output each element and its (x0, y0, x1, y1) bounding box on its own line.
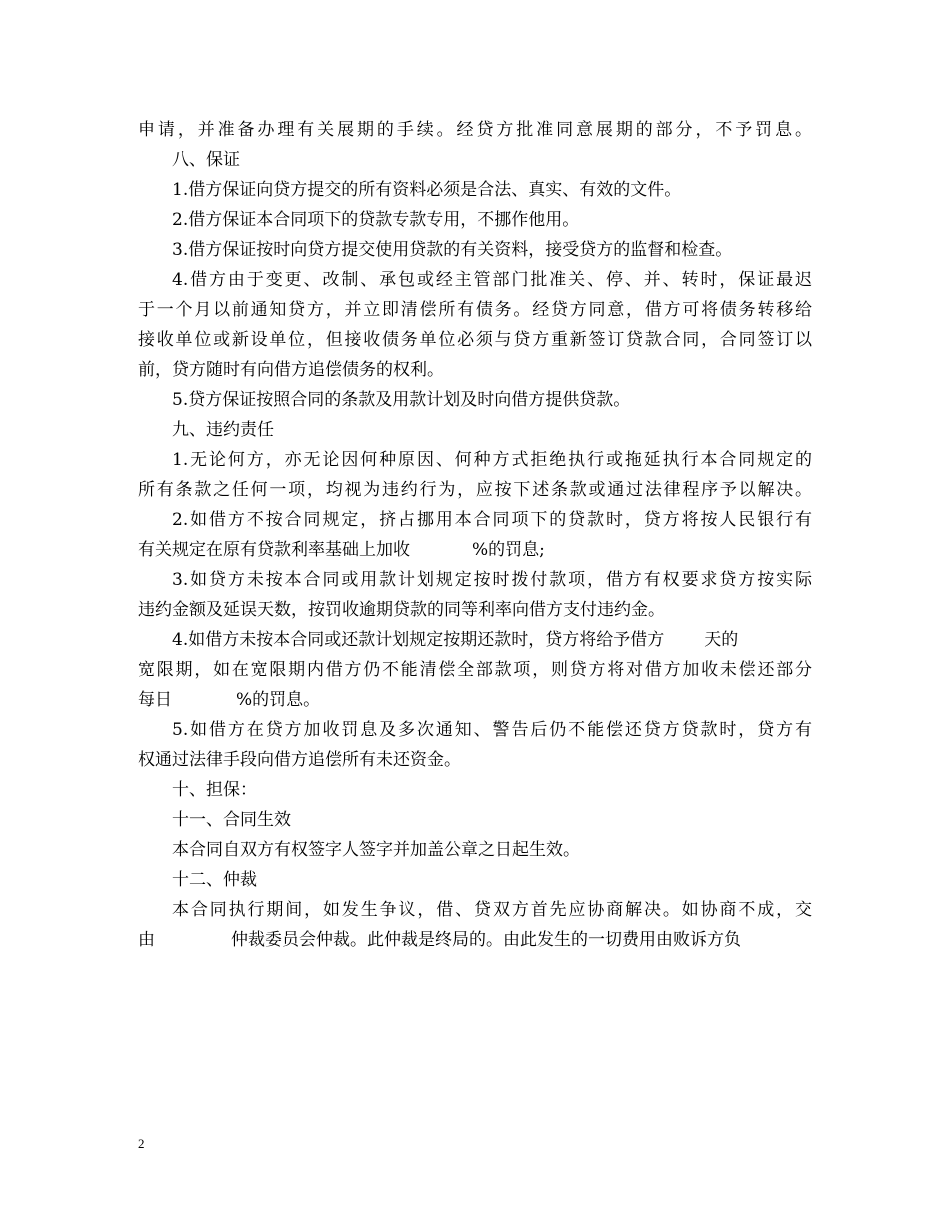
text-segment: 每日 (138, 690, 172, 710)
text-segment: 由 (138, 930, 155, 950)
text-line: 宽限期，如在宽限期内借方仍不能清偿全部款项，则贷方将对借方加收未偿还部分 (138, 660, 812, 680)
text-line: 2.借方保证本合同项下的贷款专款专用，不挪作他用。 (172, 210, 580, 230)
text-segment: 有关规定在原有贷款利率基础上加收 (138, 540, 410, 560)
text-line: 1.借方保证向贷方提交的所有资料必须是合法、真实、有效的文件。 (172, 180, 682, 200)
text-line: 3.如贷方未按本合同或用款计划规定按时拨付款项，借方有权要求贷方按实际 (172, 570, 812, 590)
text-line: 违约金额及延误天数，按罚收逾期贷款的同等利率向借方支付违约金。 (138, 600, 665, 620)
text-segment: 仲裁委员会仲裁。此仲裁是终局的。由此发生的一切费用由败诉方负 (231, 930, 741, 950)
section-heading-arbitration: 十二、仲裁 (172, 870, 257, 890)
text-line: 权通过法律手段向借方追偿所有未还资金。 (138, 750, 461, 770)
text-line-with-blank (138, 535, 812, 565)
text-line: 接收单位或新设单位，但接收债务单位必须与贷方重新签订贷款合同，合同签订以 (138, 330, 812, 350)
text-line: 本合同执行期间，如发生争议，借、贷双方首先应协商解决。如协商不成，交 (172, 900, 812, 920)
text-line: 所有条款之任何一项，均视为违约行为，应按下述条款或通过法律程序予以解决。 (138, 480, 812, 500)
section-heading-guarantee: 八、保证 (172, 150, 240, 170)
document-body (138, 115, 812, 955)
text-line: 3.借方保证按时向贷方提交使用贷款的有关资料，接受贷方的监督和检查。 (172, 240, 733, 260)
text-line: 申请，并准备办理有关展期的手续。经贷方批准同意展期的部分，不予罚息。 (138, 120, 812, 140)
text-line: 4.借方由于变更、改制、承包或经主管部门批准关、停、并、转时，保证最迟 (172, 270, 812, 290)
text-segment: %的罚息; (472, 540, 545, 560)
text-line: 1.无论何方，亦无论因何种原因、何种方式拒绝执行或拖延执行本合同规定的 (172, 450, 812, 470)
section-heading-effectiveness: 十一、合同生效 (172, 810, 291, 830)
text-line: 5.如借方在贷方加收罚息及多次通知、警告后仍不能偿还贷方贷款时，贷方有 (172, 720, 812, 740)
text-line: 5.贷方保证按照合同的条款及用款计划及时向借方提供贷款。 (172, 390, 631, 410)
text-segment: %的罚息。 (236, 690, 321, 710)
text-segment: 4.如借方未按本合同或还款计划规定按期还款时，贷方将给予借方 (172, 630, 665, 650)
text-segment: 天的 (704, 630, 739, 650)
page-number: 2 (138, 1136, 145, 1151)
text-line: 2.如借方不按合同规定，挤占挪用本合同项下的贷款时，贷方将按人民银行有 (172, 510, 812, 530)
text-line-with-blank (138, 685, 812, 715)
text-line: 于一个月以前通知贷方，并立即清偿所有债务。经贷方同意，借方可将债务转移给 (138, 300, 812, 320)
text-line: 本合同自双方有权签字人签字并加盖公章之日起生效。 (172, 840, 580, 860)
section-heading-liability: 九、违约责任 (172, 420, 274, 440)
section-heading-security: 十、担保： (172, 780, 257, 800)
text-line: 前，贷方随时有向借方追偿债务的权利。 (138, 360, 444, 380)
text-line-with-blank (138, 625, 812, 655)
text-line-with-blank (138, 925, 812, 955)
